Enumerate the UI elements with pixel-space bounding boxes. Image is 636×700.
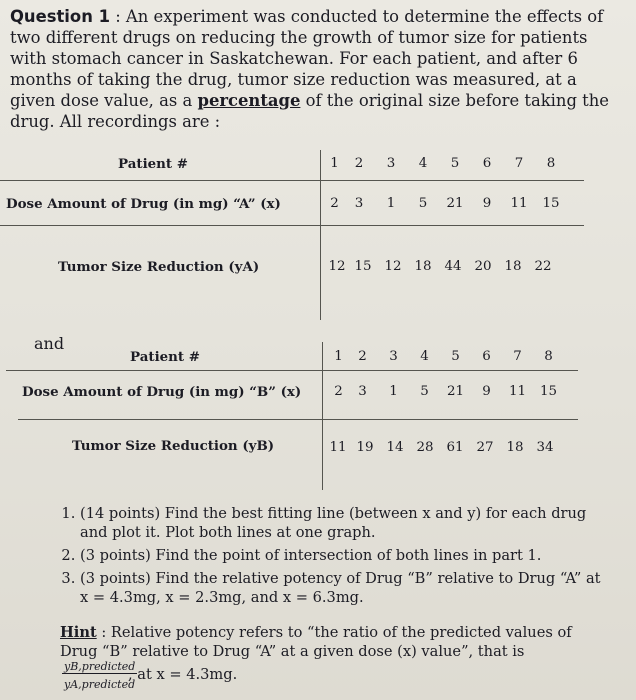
table-a-patient-label: Patient # [118,156,188,172]
table-cell: 61 [446,440,464,455]
table-cell: 5 [418,196,428,211]
table-cell: 6 [482,156,492,171]
table-cell: 4 [420,349,429,364]
fraction-denominator: yA,predicted [64,678,136,691]
table-cell: 8 [544,349,553,364]
table-cell: 3 [354,196,364,211]
table-cell: 9 [482,384,491,399]
table-b-reduction-label: Tumor Size Reduction (yB) [72,438,275,454]
fraction-numerator: yB,predicted [64,660,136,673]
table-cell: 27 [476,440,494,455]
hint-text: : Relative potency refers to “the ratio of the predicted values of Drug “B” relative to Drug “A” at a given dose (x) value”, that is [60,624,572,660]
table-b-patients [330,349,564,364]
table-cell: 9 [482,196,492,211]
intro-text-2: of the original size before taking the drug. All recordings are : [10,91,610,131]
and-connector: and [34,334,65,353]
table-cell: 18 [506,440,524,455]
table-b-divider [18,419,578,420]
hint-paragraph [60,623,610,661]
table-a-patients [326,156,567,171]
table-cell: 22 [534,259,552,274]
table-cell: 7 [513,349,522,364]
table-cell: 1 [389,384,398,399]
table-b-dose-label: Dose Amount of Drug (in mg) “B” (x) [22,384,302,400]
table-cell: 3 [358,384,367,399]
table-a-doses [326,196,567,211]
table-cell: 2 [358,349,367,364]
table-cell: 15 [539,384,558,399]
table-cell: 15 [542,196,560,211]
table-cell: 2 [334,384,343,399]
table-cell: 2 [354,156,364,171]
table-b-patient-label: Patient # [130,349,200,365]
potency-fraction [62,660,137,691]
table-cell: 15 [354,259,372,274]
table-cell: 5 [420,384,429,399]
table-a-reductions [326,259,558,274]
fraction-tail: , at x = 4.3mg. [128,666,238,683]
table-cell: 19 [356,440,374,455]
table-cell: 7 [514,156,524,171]
table-cell: 18 [414,259,432,274]
question-intro [10,6,610,132]
table-cell: 21 [446,384,465,399]
table-cell: 18 [504,259,522,274]
table-cell: 12 [384,259,402,274]
table-b-vertical-rule [322,342,323,490]
table-a-vertical-rule [320,150,321,320]
hint-label: Hint [60,624,97,641]
table-cell: 1 [330,156,339,171]
table-cell: 44 [444,259,462,274]
table-cell: 3 [386,156,396,171]
table-cell: 21 [446,196,464,211]
table-cell: 14 [386,440,404,455]
question-list [56,504,610,611]
table-cell: 11 [329,440,347,455]
table-cell: 20 [474,259,492,274]
table-cell: 4 [418,156,428,171]
table-cell: 5 [451,349,460,364]
table-cell: 6 [482,349,491,364]
table-a-reduction-label: Tumor Size Reduction (yA) [58,259,260,275]
table-a-divider [0,225,584,226]
table-cell: 34 [536,440,554,455]
question-item: 2. (3 points) Find the point of intersection of both lines in part 1. [80,546,610,565]
table-cell: 12 [328,259,346,274]
table-cell: 2 [330,196,339,211]
table-b-doses [330,384,564,399]
table-cell: 11 [508,384,527,399]
table-a-divider [0,180,584,181]
table-cell: 5 [450,156,460,171]
table-a-dose-label: Dose Amount of Drug (in mg) “A” (x) [6,196,281,212]
table-b-divider [6,370,578,371]
table-cell: 8 [546,156,556,171]
intro-text-1: : An experiment was conducted to determine the effects of two different drugs on reducing the growth of tumor size for patients with stomach cancer in Saskatchewan. For each patient, and after 6 months of taking the drug, tumor size reduction was measured, at a given dose value, as a [10,7,604,110]
table-cell: 1 [386,196,396,211]
table-cell: 3 [389,349,398,364]
question-item: 1. (14 points) Find the best fitting line (between x and y) for each drug and plot it. Plot both lines at one graph. [80,504,610,542]
question-label: Question 1 [10,7,110,26]
intro-emphasis: percentage [197,91,301,110]
table-cell: 11 [510,196,528,211]
table-b-reductions [326,440,560,455]
question-item: 3. (3 points) Find the relative potency of Drug “B” relative to Drug “A” at x = 4.3mg, x = 2.3mg, and x = 6.3mg. [80,569,610,607]
table-cell: 28 [416,440,434,455]
table-cell: 1 [334,349,343,364]
